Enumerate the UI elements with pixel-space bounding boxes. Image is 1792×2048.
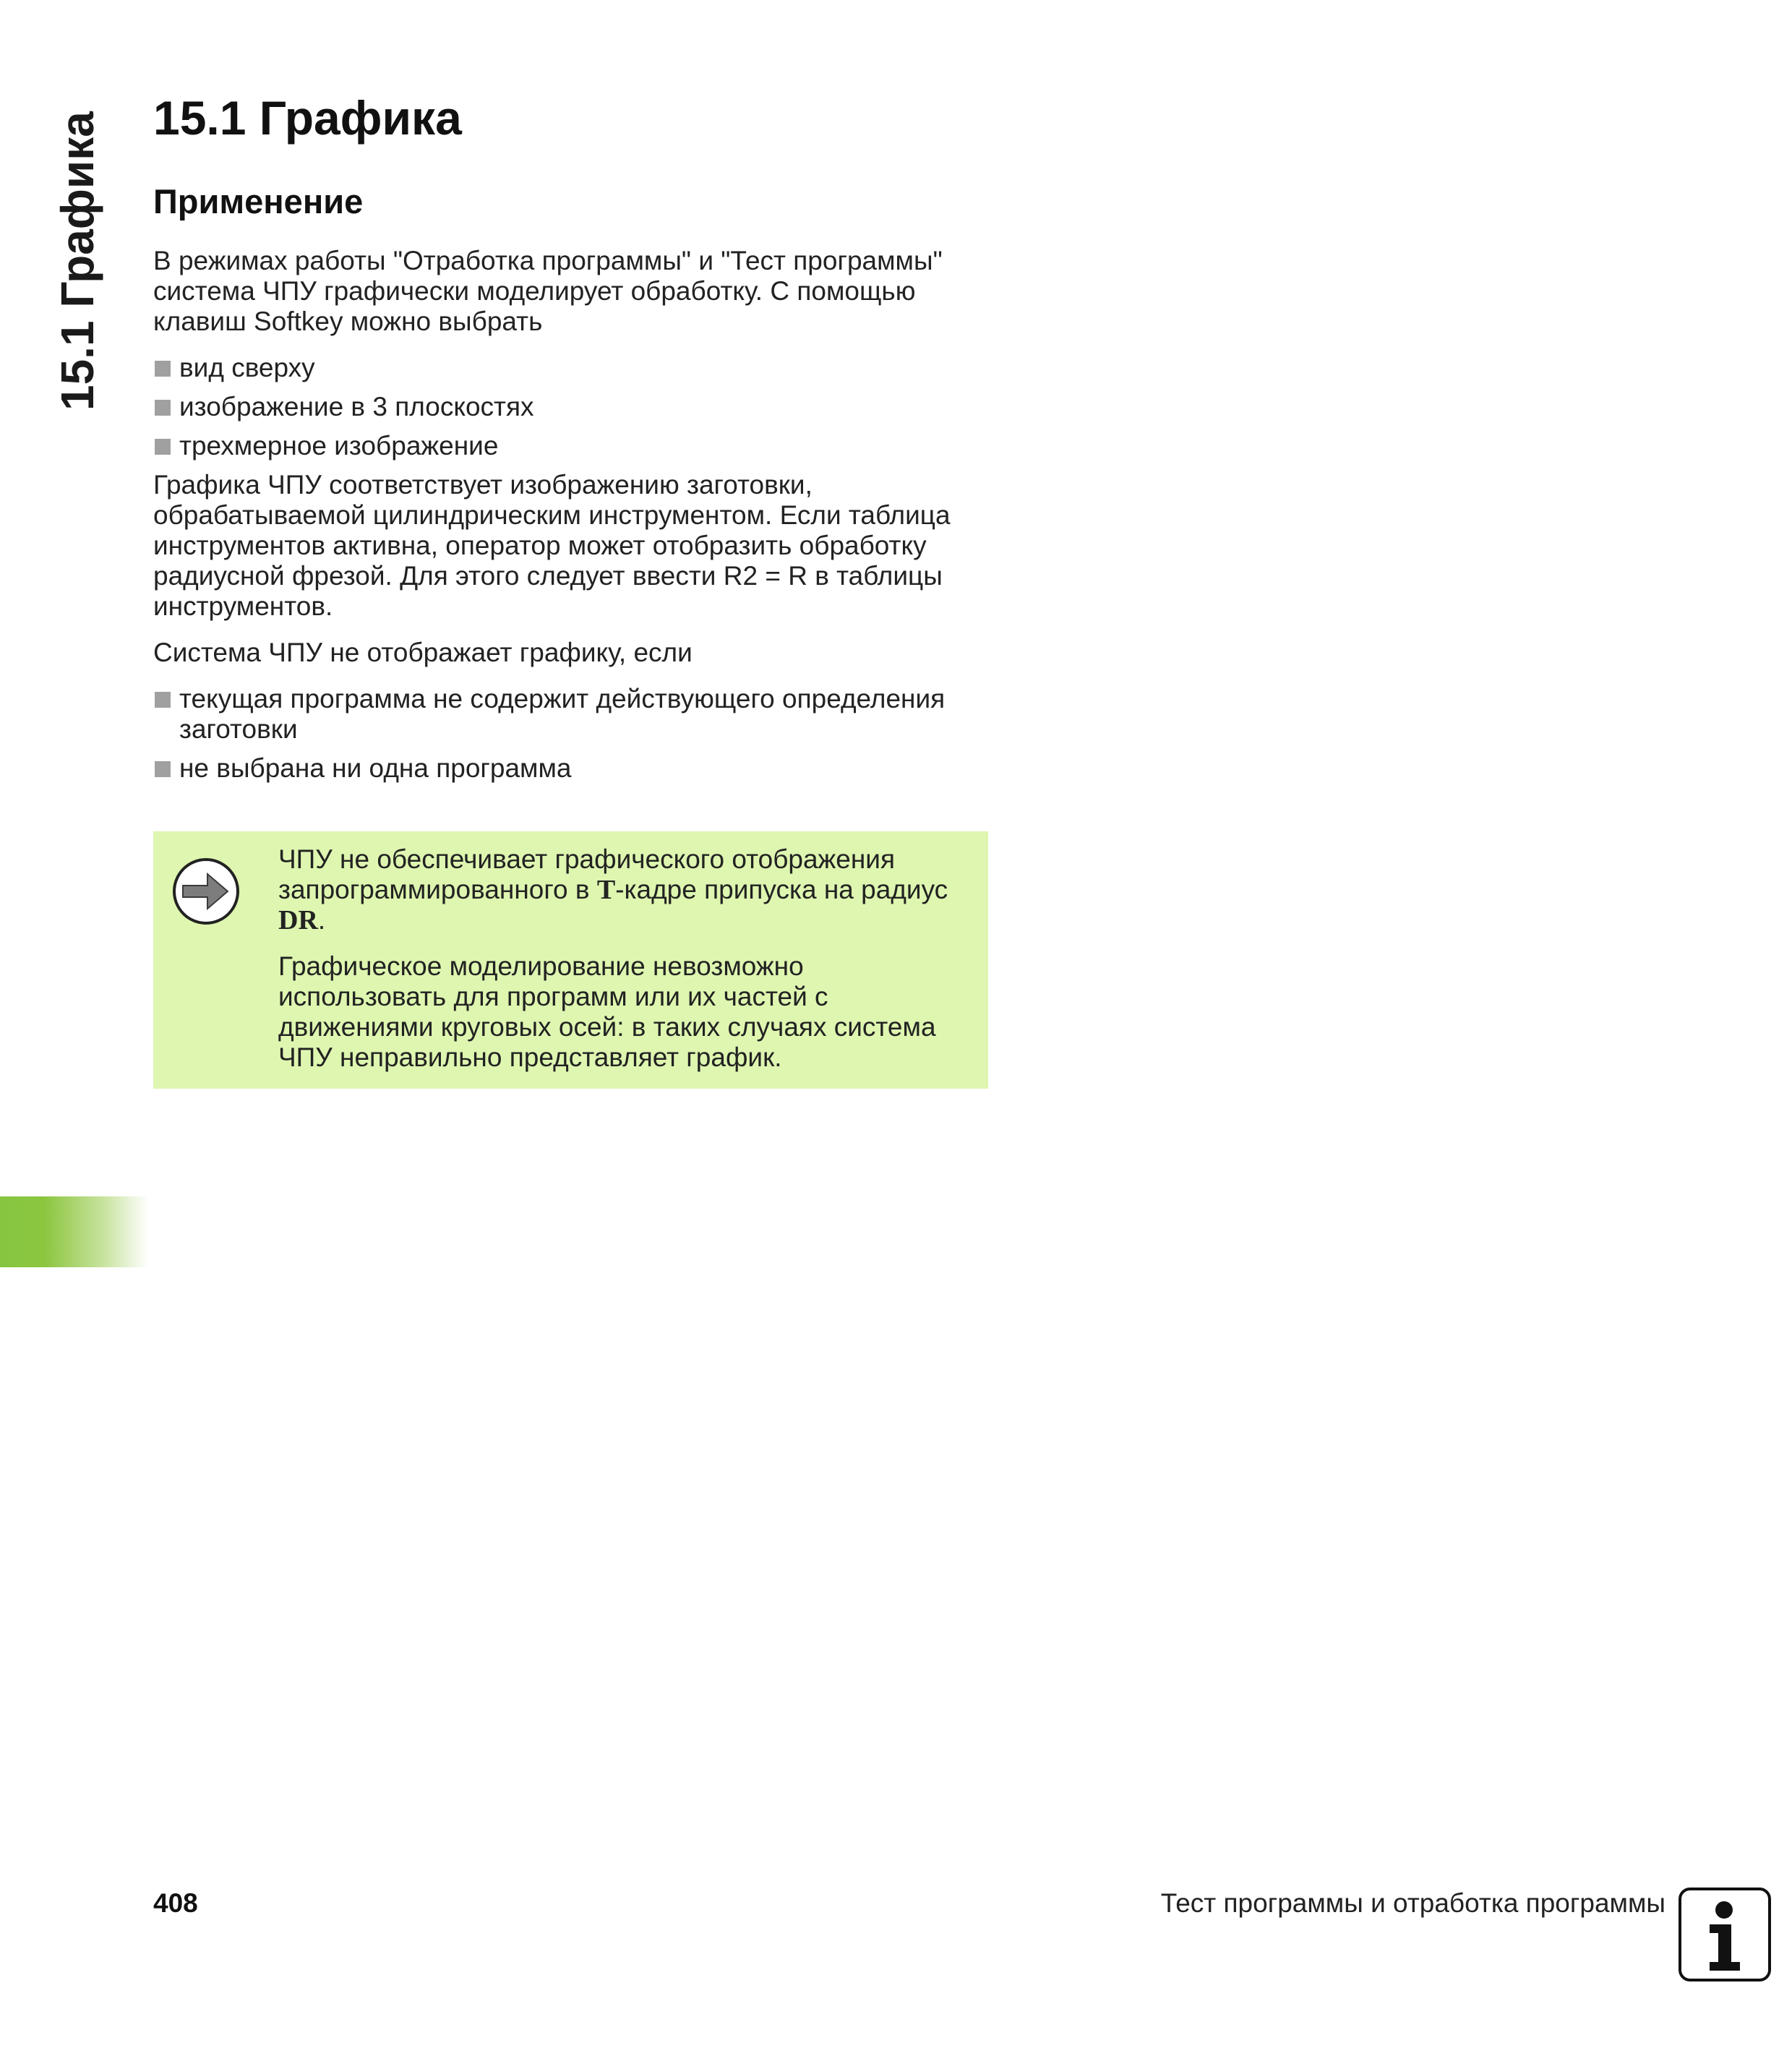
bullet-square-icon [155,400,171,416]
bullet-square-icon [155,761,171,777]
list-item: текущая программа не содержит действующего определения заготовки [153,684,992,745]
code-DR: DR [278,905,318,935]
list-item: не выбрана ни одна программа [153,753,992,784]
note-text [278,844,972,1073]
chapter-tab-marker [0,1196,148,1267]
graphics-description: Графика ЧПУ соответствует изображению заготовки, обрабатываемой цилиндрическим инструментом. Если таблица инструментов активна, оператор может отобразить обработку радиусной фрезой. Для этого следует ввести R2 = R в таблицы инструментов. [153,470,951,621]
no-graphics-conditions-list [153,684,992,784]
side-chapter-title: 15.1 Графика [51,111,103,411]
section-heading: Применение [153,182,364,220]
footer-chapter-title: Тест программы и отработка программы [1160,1888,1665,1918]
note-box [153,831,988,1089]
view-options-list [153,353,992,461]
code-T: T [596,875,616,905]
list-item: вид сверху [153,353,992,383]
intro-paragraph: В режимах работы "Отработка программы" и "Тест программы" система ЧПУ графически моделирует обработку. С помощью клавиш Softkey можно выбрать [153,246,943,336]
note-paragraph-2: Графическое моделирование невозможно использовать для программ или их частей с движениями круговых осей: в таких случаях система ЧПУ неправильно представляет график. [278,951,936,1072]
note-paragraph-1: ЧПУ не обеспечивает графического отображения запрограммированного в T-кадре припуска на радиус DR. [278,844,948,935]
page-heading: 15.1 Графика [153,91,462,145]
main-content [153,85,992,792]
page-number: 408 [153,1888,198,1918]
bullet-square-icon [155,439,171,455]
list-item: трехмерное изображение [153,431,992,461]
bullet-square-icon [155,692,171,708]
arrow-right-icon [171,857,241,926]
list-item: изображение в 3 плоскостях [153,392,992,422]
info-icon [1678,1887,1772,1982]
no-graphics-intro: Система ЧПУ не отображает графику, если [153,638,693,667]
bullet-square-icon [155,361,171,377]
